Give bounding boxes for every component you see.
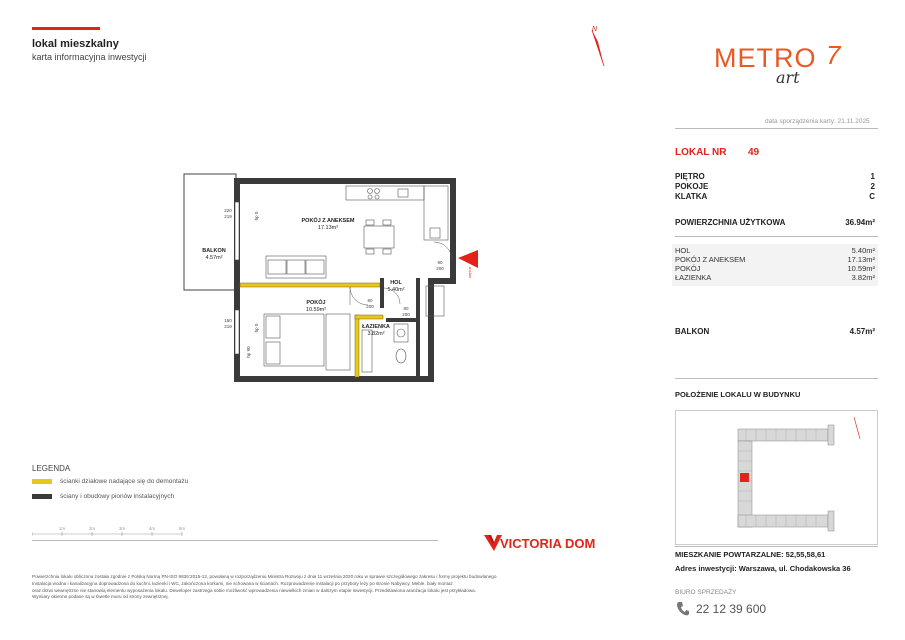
north-compass-icon xyxy=(588,22,608,66)
room-area: 3.82m² xyxy=(851,273,875,282)
svg-text:N: N xyxy=(592,26,598,33)
sales-office-label: BIURO SPRZEDAŻY xyxy=(675,589,737,596)
room-area-hall: 5.40m² xyxy=(387,287,405,293)
detail-value: C xyxy=(869,192,875,201)
dimension-label: 200 xyxy=(436,266,444,271)
entry-arrow-icon xyxy=(458,250,478,268)
room-area: 5.40m² xyxy=(851,246,875,255)
dimension-label: 160 xyxy=(224,318,232,323)
divider xyxy=(675,378,878,379)
building-location-map xyxy=(675,410,878,545)
wardrobe xyxy=(326,314,350,370)
room-label-bedroom: POKÓJ xyxy=(306,300,326,306)
lokal-number: 49 xyxy=(748,147,760,158)
disclaimer-text xyxy=(32,574,612,601)
metro-logo-art: art xyxy=(776,68,800,87)
disclaimer-line: Powierzchnia lokalu obliczona została zgodnie z Polską Normą PN-ISO 9836:2015-12, powołaną w rozporządzeniu Ministra Rozwoju z dnia 11 września 2020 roku w sprawie szczegółowego zakresu i formy projektu budowlanego. xyxy=(32,574,498,579)
developer-name: VICTORIA DOM xyxy=(500,536,596,551)
legend-title: LEGENDA xyxy=(32,464,71,473)
document-subtitle: karta informacyjna inwestycji xyxy=(32,52,147,62)
bed xyxy=(264,314,324,366)
detail-rooms xyxy=(675,182,875,191)
usable-area-label: POWIERZCHNIA UŻYTKOWA xyxy=(675,218,786,227)
sill-height: hp 0 xyxy=(254,211,259,221)
detail-staircase xyxy=(675,192,875,201)
room-area: 10.59m² xyxy=(847,264,875,273)
detail-value: 2 xyxy=(870,182,875,191)
dimension-label: 220 xyxy=(224,208,232,213)
room-area-living: 17.13m² xyxy=(317,225,339,231)
legend-label: ściany i obudowy pionów instalacyjnych xyxy=(60,493,175,500)
dining-table xyxy=(364,220,394,254)
scale-bar xyxy=(32,524,212,544)
sofa xyxy=(266,256,326,278)
entry-label: wejście xyxy=(468,266,472,278)
balcony-outline xyxy=(184,174,236,290)
room-row xyxy=(675,255,875,264)
room-label: HOL xyxy=(675,246,691,255)
room-row xyxy=(675,273,875,282)
dimension-label: 80 xyxy=(403,306,409,311)
scale-label: 5m xyxy=(178,526,186,531)
sill-height: hp 0 xyxy=(254,323,259,333)
document-title: lokal mieszkalny xyxy=(32,38,119,50)
repeat-units: MIESZKANIE POWTARZALNE: 52,55,58,61 xyxy=(675,550,826,559)
room-row xyxy=(675,246,875,255)
room-label-hall: HOL xyxy=(390,280,402,286)
room-area: 17.13m² xyxy=(847,255,875,264)
dimension-label: 219 xyxy=(224,214,232,219)
kitchen-counter xyxy=(346,186,448,240)
disclaimer-line: Wymiary okienne podane są w świetle muru od strony zewnętrznej. xyxy=(32,594,169,600)
scale-label: 2m xyxy=(88,526,96,531)
outer-walls xyxy=(234,178,456,382)
bottom-divider xyxy=(32,540,438,541)
dimension-label: 219 xyxy=(224,324,232,329)
lokal-label: LOKAL NR xyxy=(675,147,727,158)
unit-location-marker xyxy=(740,473,749,482)
divider xyxy=(675,546,878,547)
balcony-row xyxy=(675,327,875,336)
legend-label: ścianki działowe nadające się do demontażu xyxy=(60,478,189,485)
dimension-label: 90 xyxy=(437,260,443,265)
investment-address: Adres inwestycji: Warszawa, ul. Chodakowska 36 xyxy=(675,564,851,573)
card-date: data sporządzenia karty: 21.11.2025 xyxy=(765,118,870,125)
dimension-label: 80 xyxy=(367,298,373,303)
divider xyxy=(675,128,878,129)
site-plan-drawing xyxy=(676,411,877,544)
detail-label: KLATKA xyxy=(675,192,708,201)
divider xyxy=(675,236,878,237)
room-label: POKÓJ Z ANEKSEM xyxy=(675,255,746,264)
dimension-label: 200 xyxy=(366,304,374,309)
room-label: ŁAZIENKA xyxy=(675,273,712,282)
sales-phone[interactable]: 22 12 39 600 xyxy=(696,602,767,616)
legend-item xyxy=(32,493,174,500)
detail-label: POKOJE xyxy=(675,182,709,191)
header-accent-bar xyxy=(32,27,100,30)
room-label-bath: ŁAZIENKA xyxy=(362,324,390,330)
balcony-label: BALKON xyxy=(675,327,710,336)
room-label-living: POKÓJ Z ANEKSEM xyxy=(301,218,355,224)
disclaimer-line: oraz drzwi wewnętrzne nie stanowią elementu wyposażenia lokalu. Deweloper zastrzega sobie możliwość wprowadzenia niewielkich zmian w dalszym etapie inwestycji. Przedstawiona aranżacja lokalu jest przykładowa. xyxy=(32,587,477,593)
scale-label: 1m xyxy=(58,526,66,531)
room-area-bath: 3.82m² xyxy=(367,331,385,337)
metro-logo: METRO xyxy=(714,43,817,73)
legend-item xyxy=(32,478,188,485)
disclaimer-line: Instalacja wodna i kanalizacyjna doprowadzona do kuchni, łazienki i WC, zakończona korkami, nie schowana w ścianach. Rozprowadzenie instalacji po przybory leży po stronie Nabywcy. Meble, biały montaż xyxy=(32,580,453,586)
scale-label: 4m xyxy=(148,526,156,531)
room-area-bedroom: 10.59m² xyxy=(305,307,327,313)
dimension-label: 200 xyxy=(402,312,410,317)
sill-height: hp 90 xyxy=(246,346,251,358)
detail-value: 1 xyxy=(870,172,875,181)
usable-area-value: 36.94m² xyxy=(845,218,875,227)
legend-swatch xyxy=(32,479,52,484)
detail-label: PIĘTRO xyxy=(675,172,705,181)
balcony-value: 4.57m² xyxy=(849,327,875,336)
location-title: POŁOŻENIE LOKALU W BUDYNKU xyxy=(675,390,801,399)
room-label: POKÓJ xyxy=(675,264,701,273)
room-row xyxy=(675,264,875,273)
legend-swatch xyxy=(32,494,52,499)
room-label-balcony: BALKON xyxy=(202,248,226,254)
doors xyxy=(350,242,452,305)
metro-logo-seven: 7 xyxy=(826,40,841,70)
usable-area-row xyxy=(675,218,875,227)
scale-label: 3m xyxy=(118,526,126,531)
detail-floor xyxy=(675,172,875,181)
room-area-balcony: 4.57m² xyxy=(205,255,223,261)
demountable-walls xyxy=(240,283,383,377)
phone-icon xyxy=(676,601,690,617)
floor-plan xyxy=(180,170,480,390)
